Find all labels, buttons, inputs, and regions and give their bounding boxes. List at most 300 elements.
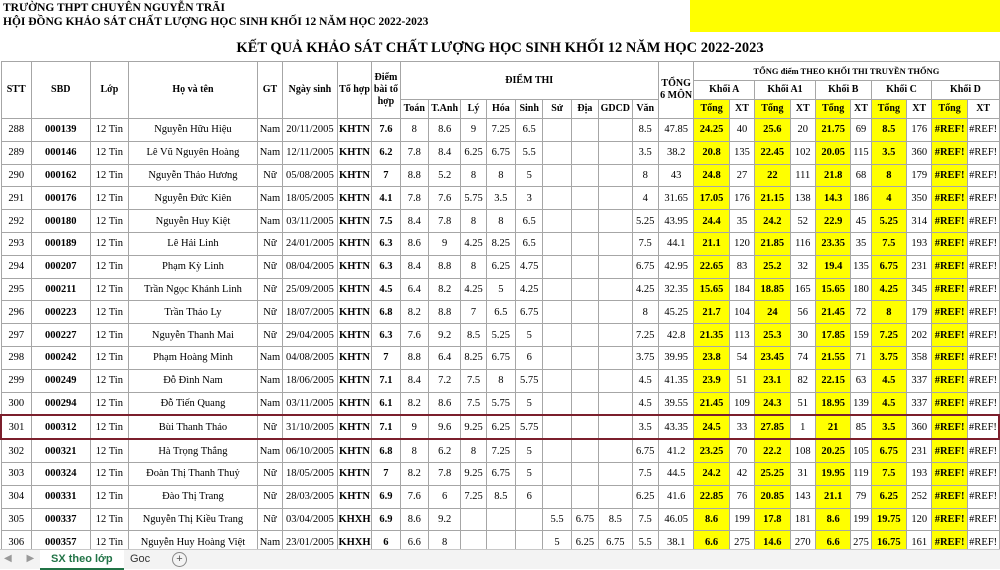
cell-van[interactable]: 3.5 — [632, 415, 658, 439]
cell-a1-tong[interactable]: 20.85 — [755, 485, 790, 508]
cell-hoa[interactable]: 8 — [486, 210, 515, 233]
cell-ly[interactable]: 7.5 — [461, 392, 486, 415]
cell-tong6[interactable]: 38.1 — [658, 531, 693, 554]
cell-d-tong[interactable]: #REF! — [932, 415, 967, 439]
cell-a-tong[interactable]: 21.45 — [694, 392, 729, 415]
cell-dob[interactable]: 12/11/2005 — [283, 141, 338, 164]
cell-a-xt[interactable]: 199 — [729, 508, 754, 531]
cell-stt[interactable]: 298 — [1, 346, 31, 369]
cell-ly[interactable]: 8.25 — [461, 346, 486, 369]
cell-hoa[interactable]: 8 — [486, 369, 515, 392]
cell-tohop[interactable]: KHTN — [337, 210, 371, 233]
cell-tohop[interactable]: KHTN — [337, 485, 371, 508]
cell-d-tong[interactable]: #REF! — [932, 119, 967, 142]
cell-c-xt[interactable]: 202 — [907, 324, 932, 347]
cell-c-tong[interactable]: 4.25 — [871, 278, 906, 301]
cell-sbd[interactable]: 000324 — [31, 462, 90, 485]
cell-c-xt[interactable]: 161 — [907, 531, 932, 554]
cell-d-tong[interactable]: #REF! — [932, 324, 967, 347]
cell-lop[interactable]: 12 Tin — [90, 531, 128, 554]
cell-c-tong[interactable]: 8.5 — [871, 119, 906, 142]
cell-a1-tong[interactable]: 18.85 — [755, 278, 790, 301]
cell-toan[interactable]: 8.4 — [400, 210, 428, 233]
cell-gt[interactable]: Nam — [257, 141, 282, 164]
cell-b-xt[interactable]: 139 — [851, 392, 871, 415]
cell-gdcd[interactable] — [599, 324, 632, 347]
cell-b-xt[interactable]: 115 — [851, 141, 871, 164]
cell-dia[interactable] — [571, 439, 598, 462]
cell-lop[interactable]: 12 Tin — [90, 278, 128, 301]
cell-a-xt[interactable]: 184 — [729, 278, 754, 301]
cell-name[interactable]: Nguyễn Hữu Hiệu — [129, 119, 258, 142]
cell-tong6[interactable]: 46.05 — [658, 508, 693, 531]
cell-tohop[interactable]: KHTN — [337, 141, 371, 164]
cell-toan[interactable]: 7.8 — [400, 187, 428, 210]
cell-sbd[interactable]: 000146 — [31, 141, 90, 164]
cell-name[interactable]: Nguyễn Thị Kiều Trang — [129, 508, 258, 531]
cell-gdcd[interactable] — [599, 485, 632, 508]
table-row[interactable] — [1, 485, 999, 508]
cell-d-tong[interactable]: #REF! — [932, 141, 967, 164]
table-row[interactable] — [1, 462, 999, 485]
cell-toan[interactable]: 6.6 — [400, 531, 428, 554]
cell-tanh[interactable]: 8.8 — [428, 301, 460, 324]
cell-dob[interactable]: 03/11/2005 — [283, 392, 338, 415]
cell-tanh[interactable]: 7.2 — [428, 369, 460, 392]
cell-d-xt[interactable]: #REF! — [967, 187, 999, 210]
cell-d-tong[interactable]: #REF! — [932, 392, 967, 415]
cell-lop[interactable]: 12 Tin — [90, 210, 128, 233]
cell-b-tong[interactable]: 21.8 — [815, 164, 850, 187]
cell-tohop[interactable]: KHXH — [337, 508, 371, 531]
cell-a-tong[interactable]: 20.8 — [694, 141, 729, 164]
cell-dia[interactable] — [571, 369, 598, 392]
cell-gt[interactable]: Nam — [257, 392, 282, 415]
table-row[interactable] — [1, 255, 999, 278]
cell-gdcd[interactable] — [599, 119, 632, 142]
cell-gdcd[interactable] — [599, 462, 632, 485]
cell-c-tong[interactable]: 19.75 — [871, 508, 906, 531]
cell-tong6[interactable]: 39.55 — [658, 392, 693, 415]
cell-a-tong[interactable]: 22.85 — [694, 485, 729, 508]
cell-c-tong[interactable]: 3.75 — [871, 346, 906, 369]
cell-name[interactable]: Nguyễn Huy Kiệt — [129, 210, 258, 233]
cell-a1-xt[interactable]: 111 — [790, 164, 815, 187]
cell-ly[interactable]: 8 — [461, 210, 486, 233]
cell-tohop[interactable]: KHTN — [337, 278, 371, 301]
cell-dia[interactable] — [571, 324, 598, 347]
cell-stt[interactable]: 295 — [1, 278, 31, 301]
cell-stt[interactable]: 296 — [1, 301, 31, 324]
cell-d-tong[interactable]: #REF! — [932, 369, 967, 392]
cell-sinh[interactable]: 5.75 — [516, 369, 543, 392]
cell-c-tong[interactable]: 3.5 — [871, 141, 906, 164]
cell-d-tong[interactable]: #REF! — [932, 210, 967, 233]
cell-lop[interactable]: 12 Tin — [90, 439, 128, 462]
cell-tong6[interactable]: 44.1 — [658, 232, 693, 255]
cell-ly[interactable]: 8.5 — [461, 324, 486, 347]
cell-a1-tong[interactable]: 23.45 — [755, 346, 790, 369]
cell-tong6[interactable]: 43.95 — [658, 210, 693, 233]
cell-gt[interactable]: Nam — [257, 346, 282, 369]
cell-a1-tong[interactable]: 27.85 — [755, 415, 790, 439]
cell-name[interactable]: Phạm Hoàng Minh — [129, 346, 258, 369]
cell-dob[interactable]: 18/06/2005 — [283, 369, 338, 392]
cell-diem-bai[interactable]: 6.3 — [372, 232, 400, 255]
cell-a-tong[interactable]: 17.05 — [694, 187, 729, 210]
cell-sbd[interactable]: 000242 — [31, 346, 90, 369]
cell-tong6[interactable]: 47.85 — [658, 119, 693, 142]
cell-dia[interactable] — [571, 119, 598, 142]
cell-d-xt[interactable]: #REF! — [967, 324, 999, 347]
cell-tohop[interactable]: KHXH — [337, 531, 371, 554]
cell-van[interactable]: 4 — [632, 187, 658, 210]
cell-stt[interactable]: 291 — [1, 187, 31, 210]
cell-c-xt[interactable]: 231 — [907, 255, 932, 278]
cell-dia[interactable]: 6.25 — [571, 531, 598, 554]
cell-b-tong[interactable]: 20.25 — [815, 439, 850, 462]
cell-diem-bai[interactable]: 6.2 — [372, 141, 400, 164]
cell-b-tong[interactable]: 19.4 — [815, 255, 850, 278]
cell-a-xt[interactable]: 135 — [729, 141, 754, 164]
cell-c-tong[interactable]: 7.5 — [871, 462, 906, 485]
cell-gt[interactable]: Nam — [257, 531, 282, 554]
cell-b-tong[interactable]: 22.9 — [815, 210, 850, 233]
cell-a-tong[interactable]: 24.2 — [694, 462, 729, 485]
cell-gdcd[interactable]: 6.75 — [599, 531, 632, 554]
cell-toan[interactable]: 8 — [400, 439, 428, 462]
cell-stt[interactable]: 290 — [1, 164, 31, 187]
cell-van[interactable]: 6.75 — [632, 255, 658, 278]
cell-b-xt[interactable]: 119 — [851, 462, 871, 485]
cell-a1-tong[interactable]: 22 — [755, 164, 790, 187]
cell-sbd[interactable]: 000227 — [31, 324, 90, 347]
table-row[interactable] — [1, 324, 999, 347]
cell-b-tong[interactable]: 21.75 — [815, 119, 850, 142]
cell-su[interactable] — [543, 278, 571, 301]
cell-name[interactable]: Nguyễn Đức Kiên — [129, 187, 258, 210]
cell-a-tong[interactable]: 24.4 — [694, 210, 729, 233]
cell-sinh[interactable]: 5.5 — [516, 141, 543, 164]
cell-c-tong[interactable]: 4.5 — [871, 392, 906, 415]
cell-d-tong[interactable]: #REF! — [932, 346, 967, 369]
cell-gt[interactable]: Nữ — [257, 485, 282, 508]
cell-d-xt[interactable]: #REF! — [967, 531, 999, 554]
cell-gdcd[interactable] — [599, 346, 632, 369]
cell-su[interactable] — [543, 164, 571, 187]
cell-gt[interactable]: Nữ — [257, 462, 282, 485]
cell-hoa[interactable]: 6.75 — [486, 346, 515, 369]
cell-b-xt[interactable]: 275 — [851, 531, 871, 554]
cell-name[interactable]: Lê Hải Linh — [129, 232, 258, 255]
cell-c-xt[interactable]: 337 — [907, 392, 932, 415]
cell-dia[interactable] — [571, 278, 598, 301]
cell-toan[interactable]: 6.4 — [400, 278, 428, 301]
cell-name[interactable]: Bùi Thanh Thảo — [129, 415, 258, 439]
cell-d-xt[interactable]: #REF! — [967, 164, 999, 187]
table-row[interactable] — [1, 164, 999, 187]
cell-c-xt[interactable]: 314 — [907, 210, 932, 233]
cell-b-xt[interactable]: 186 — [851, 187, 871, 210]
cell-ly[interactable]: 9.25 — [461, 415, 486, 439]
cell-dia[interactable] — [571, 462, 598, 485]
table-row[interactable] — [1, 439, 999, 462]
cell-tanh[interactable]: 7.8 — [428, 210, 460, 233]
cell-c-tong[interactable]: 6.75 — [871, 439, 906, 462]
cell-gdcd[interactable]: 8.5 — [599, 508, 632, 531]
cell-diem-bai[interactable]: 7.1 — [372, 415, 400, 439]
cell-toan[interactable]: 7.6 — [400, 485, 428, 508]
cell-c-xt[interactable]: 358 — [907, 346, 932, 369]
cell-tong6[interactable]: 43 — [658, 164, 693, 187]
cell-dia[interactable] — [571, 485, 598, 508]
cell-c-tong[interactable]: 7.25 — [871, 324, 906, 347]
cell-sinh[interactable]: 5 — [516, 324, 543, 347]
cell-lop[interactable]: 12 Tin — [90, 485, 128, 508]
cell-a1-tong[interactable]: 22.45 — [755, 141, 790, 164]
cell-c-tong[interactable]: 3.5 — [871, 415, 906, 439]
cell-b-xt[interactable]: 69 — [851, 119, 871, 142]
cell-dob[interactable]: 29/04/2005 — [283, 324, 338, 347]
table-row[interactable] — [1, 187, 999, 210]
cell-a1-xt[interactable]: 31 — [790, 462, 815, 485]
cell-c-xt[interactable]: 193 — [907, 232, 932, 255]
cell-su[interactable] — [543, 187, 571, 210]
sheet-tab-sx-theo-lop[interactable]: SX theo lớp — [40, 550, 124, 570]
cell-sinh[interactable]: 4.25 — [516, 278, 543, 301]
cell-dob[interactable]: 06/10/2005 — [283, 439, 338, 462]
cell-c-tong[interactable]: 7.5 — [871, 232, 906, 255]
cell-ly[interactable]: 7 — [461, 301, 486, 324]
cell-tohop[interactable]: KHTN — [337, 119, 371, 142]
cell-a-xt[interactable]: 176 — [729, 187, 754, 210]
cell-tohop[interactable]: KHTN — [337, 462, 371, 485]
table-row[interactable] — [1, 210, 999, 233]
cell-hoa[interactable]: 6.75 — [486, 462, 515, 485]
cell-a1-xt[interactable]: 181 — [790, 508, 815, 531]
cell-toan[interactable]: 8.6 — [400, 508, 428, 531]
cell-a1-tong[interactable]: 24.2 — [755, 210, 790, 233]
cell-b-tong[interactable]: 23.35 — [815, 232, 850, 255]
cell-tanh[interactable]: 8.6 — [428, 119, 460, 142]
cell-lop[interactable]: 12 Tin — [90, 141, 128, 164]
cell-su[interactable] — [543, 392, 571, 415]
cell-d-xt[interactable]: #REF! — [967, 462, 999, 485]
table-row[interactable] — [1, 392, 999, 415]
cell-tohop[interactable]: KHTN — [337, 255, 371, 278]
cell-a1-xt[interactable]: 165 — [790, 278, 815, 301]
cell-b-xt[interactable]: 71 — [851, 346, 871, 369]
sheet-tab-goc[interactable]: Goc — [130, 553, 151, 565]
cell-gt[interactable]: Nữ — [257, 508, 282, 531]
cell-c-xt[interactable]: 345 — [907, 278, 932, 301]
table-row[interactable] — [1, 301, 999, 324]
cell-toan[interactable]: 8.4 — [400, 255, 428, 278]
cell-su[interactable] — [543, 141, 571, 164]
cell-a-xt[interactable]: 42 — [729, 462, 754, 485]
cell-a-xt[interactable]: 275 — [729, 531, 754, 554]
cell-ly[interactable]: 8 — [461, 255, 486, 278]
cell-b-xt[interactable]: 63 — [851, 369, 871, 392]
cell-a-tong[interactable]: 15.65 — [694, 278, 729, 301]
cell-b-xt[interactable]: 79 — [851, 485, 871, 508]
cell-dob[interactable]: 31/10/2005 — [283, 415, 338, 439]
cell-gt[interactable]: Nữ — [257, 255, 282, 278]
cell-a1-tong[interactable]: 25.2 — [755, 255, 790, 278]
cell-c-tong[interactable]: 8 — [871, 164, 906, 187]
cell-lop[interactable]: 12 Tin — [90, 301, 128, 324]
cell-tanh[interactable]: 6.4 — [428, 346, 460, 369]
cell-hoa[interactable]: 6.5 — [486, 301, 515, 324]
cell-c-tong[interactable]: 5.25 — [871, 210, 906, 233]
cell-a1-tong[interactable]: 14.6 — [755, 531, 790, 554]
cell-lop[interactable]: 12 Tin — [90, 119, 128, 142]
sheet-nav-arrows[interactable]: ◀ ▶ — [4, 553, 41, 564]
cell-dia[interactable] — [571, 141, 598, 164]
cell-van[interactable]: 7.5 — [632, 232, 658, 255]
cell-stt[interactable]: 306 — [1, 531, 31, 554]
cell-a1-xt[interactable]: 108 — [790, 439, 815, 462]
cell-a1-xt[interactable]: 51 — [790, 392, 815, 415]
cell-sbd[interactable]: 000162 — [31, 164, 90, 187]
cell-ly[interactable]: 5.75 — [461, 187, 486, 210]
cell-a-xt[interactable]: 35 — [729, 210, 754, 233]
table-row[interactable] — [1, 278, 999, 301]
table-row[interactable] — [1, 141, 999, 164]
cell-sbd[interactable]: 000211 — [31, 278, 90, 301]
cell-a1-tong[interactable]: 25.6 — [755, 119, 790, 142]
cell-dob[interactable]: 03/04/2005 — [283, 508, 338, 531]
cell-toan[interactable]: 8.2 — [400, 392, 428, 415]
cell-a1-tong[interactable]: 21.85 — [755, 232, 790, 255]
cell-van[interactable]: 8 — [632, 301, 658, 324]
cell-van[interactable]: 5.5 — [632, 531, 658, 554]
cell-van[interactable]: 8.5 — [632, 119, 658, 142]
cell-d-xt[interactable]: #REF! — [967, 301, 999, 324]
cell-name[interactable]: Phạm Kỳ Linh — [129, 255, 258, 278]
cell-ly[interactable]: 4.25 — [461, 278, 486, 301]
cell-sinh[interactable]: 6.75 — [516, 301, 543, 324]
cell-hoa[interactable]: 3.5 — [486, 187, 515, 210]
cell-hoa[interactable] — [486, 508, 515, 531]
cell-stt[interactable]: 304 — [1, 485, 31, 508]
cell-tanh[interactable]: 9.2 — [428, 324, 460, 347]
cell-a-tong[interactable]: 23.25 — [694, 439, 729, 462]
cell-lop[interactable]: 12 Tin — [90, 508, 128, 531]
cell-d-tong[interactable]: #REF! — [932, 301, 967, 324]
cell-lop[interactable]: 12 Tin — [90, 415, 128, 439]
cell-toan[interactable]: 8.6 — [400, 232, 428, 255]
cell-tong6[interactable]: 43.35 — [658, 415, 693, 439]
cell-b-tong[interactable]: 21.45 — [815, 301, 850, 324]
cell-gdcd[interactable] — [599, 187, 632, 210]
cell-name[interactable]: Trần Thảo Ly — [129, 301, 258, 324]
cell-dia[interactable] — [571, 301, 598, 324]
cell-a1-xt[interactable]: 270 — [790, 531, 815, 554]
cell-tong6[interactable]: 45.25 — [658, 301, 693, 324]
cell-ly[interactable]: 7.25 — [461, 485, 486, 508]
cell-toan[interactable]: 9 — [400, 415, 428, 439]
cell-gdcd[interactable] — [599, 278, 632, 301]
cell-van[interactable]: 7.25 — [632, 324, 658, 347]
cell-sinh[interactable]: 5.75 — [516, 415, 543, 439]
cell-b-tong[interactable]: 19.95 — [815, 462, 850, 485]
cell-a1-xt[interactable]: 102 — [790, 141, 815, 164]
add-sheet-icon[interactable]: + — [172, 552, 187, 567]
cell-name[interactable]: Đỗ Đình Nam — [129, 369, 258, 392]
cell-toan[interactable]: 8.2 — [400, 301, 428, 324]
cell-b-tong[interactable]: 17.85 — [815, 324, 850, 347]
cell-c-tong[interactable]: 4.5 — [871, 369, 906, 392]
cell-b-xt[interactable]: 159 — [851, 324, 871, 347]
cell-b-tong[interactable]: 21 — [815, 415, 850, 439]
cell-c-xt[interactable]: 176 — [907, 119, 932, 142]
cell-d-tong[interactable]: #REF! — [932, 255, 967, 278]
cell-d-tong[interactable]: #REF! — [932, 439, 967, 462]
cell-toan[interactable]: 8.4 — [400, 369, 428, 392]
cell-a1-xt[interactable]: 74 — [790, 346, 815, 369]
cell-b-tong[interactable]: 22.15 — [815, 369, 850, 392]
cell-stt[interactable]: 297 — [1, 324, 31, 347]
cell-diem-bai[interactable]: 4.5 — [372, 278, 400, 301]
cell-tohop[interactable]: KHTN — [337, 346, 371, 369]
cell-van[interactable]: 3.5 — [632, 141, 658, 164]
cell-a1-xt[interactable]: 82 — [790, 369, 815, 392]
cell-d-xt[interactable]: #REF! — [967, 508, 999, 531]
cell-sbd[interactable]: 000176 — [31, 187, 90, 210]
cell-c-xt[interactable]: 360 — [907, 141, 932, 164]
table-row[interactable] — [1, 119, 999, 142]
cell-a-xt[interactable]: 54 — [729, 346, 754, 369]
cell-tanh[interactable]: 6.2 — [428, 439, 460, 462]
cell-gt[interactable]: Nam — [257, 187, 282, 210]
cell-dia[interactable] — [571, 255, 598, 278]
cell-a1-xt[interactable]: 1 — [790, 415, 815, 439]
cell-lop[interactable]: 12 Tin — [90, 255, 128, 278]
cell-sbd[interactable]: 000189 — [31, 232, 90, 255]
cell-b-xt[interactable]: 45 — [851, 210, 871, 233]
cell-gdcd[interactable] — [599, 141, 632, 164]
cell-a-tong[interactable]: 21.7 — [694, 301, 729, 324]
cell-gt[interactable]: Nam — [257, 210, 282, 233]
cell-hoa[interactable]: 6.25 — [486, 415, 515, 439]
cell-sbd[interactable]: 000321 — [31, 439, 90, 462]
cell-c-tong[interactable]: 8 — [871, 301, 906, 324]
cell-tanh[interactable]: 8.2 — [428, 278, 460, 301]
cell-lop[interactable]: 12 Tin — [90, 346, 128, 369]
cell-su[interactable]: 5 — [543, 531, 571, 554]
cell-a-tong[interactable]: 23.9 — [694, 369, 729, 392]
cell-a1-xt[interactable]: 143 — [790, 485, 815, 508]
cell-diem-bai[interactable]: 6.9 — [372, 485, 400, 508]
cell-d-xt[interactable]: #REF! — [967, 346, 999, 369]
cell-van[interactable]: 5.25 — [632, 210, 658, 233]
cell-gt[interactable]: Nam — [257, 369, 282, 392]
cell-tanh[interactable]: 9 — [428, 232, 460, 255]
cell-dia[interactable] — [571, 346, 598, 369]
cell-c-tong[interactable]: 6.75 — [871, 255, 906, 278]
cell-a1-xt[interactable]: 138 — [790, 187, 815, 210]
cell-dob[interactable]: 25/09/2005 — [283, 278, 338, 301]
cell-gt[interactable]: Nữ — [257, 278, 282, 301]
cell-b-xt[interactable]: 105 — [851, 439, 871, 462]
cell-lop[interactable]: 12 Tin — [90, 462, 128, 485]
cell-b-tong[interactable]: 6.6 — [815, 531, 850, 554]
cell-diem-bai[interactable]: 7.6 — [372, 119, 400, 142]
cell-sinh[interactable]: 6.5 — [516, 210, 543, 233]
cell-dob[interactable]: 18/05/2005 — [283, 187, 338, 210]
cell-hoa[interactable]: 6.75 — [486, 141, 515, 164]
